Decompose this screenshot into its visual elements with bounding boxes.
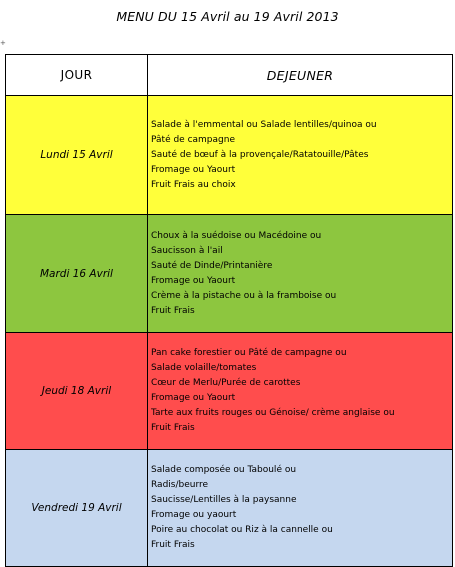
dish-line: Fruit Frais bbox=[151, 305, 195, 316]
dish-line: Pâté de campagne bbox=[151, 134, 235, 145]
dish-line: Fruit Frais bbox=[151, 423, 195, 433]
day-vendredi: Vendredi 19 Avril bbox=[6, 450, 148, 567]
header-jour: JOUR bbox=[6, 55, 148, 96]
dish-line: Cœur de Merlu/Purée de carottes bbox=[151, 378, 301, 388]
menu-title: MENU DU 15 Avril au 19 Avril 2013 bbox=[116, 9, 339, 24]
menu-table bbox=[5, 54, 453, 567]
row-jeudi bbox=[6, 333, 453, 450]
dish-line: Salade composée ou Taboulé ou bbox=[151, 465, 297, 475]
row-mardi bbox=[6, 215, 453, 333]
dish-line: Salade volaille/tomates bbox=[151, 363, 257, 373]
dish-line: Crème à la pistache ou à la framboise ou bbox=[151, 290, 337, 301]
dish-line: Fromage ou Yaourt bbox=[151, 393, 236, 403]
dish-line: Fromage ou Yaourt bbox=[151, 164, 236, 175]
dish-line: Saucisse/Lentilles à la paysanne bbox=[151, 495, 297, 505]
row-vendredi bbox=[6, 450, 453, 567]
dishes-vendredi bbox=[148, 450, 453, 567]
dish-line: Saucisson à l'ail bbox=[151, 245, 223, 256]
day-jeudi: Jeudi 18 Avril bbox=[6, 333, 148, 450]
dish-line: Sauté de Dinde/Printanière bbox=[151, 260, 273, 271]
dish-line: Fromage ou Yaourt bbox=[151, 275, 236, 286]
dish-line: Tarte aux fruits rouges ou Génoise/ crème anglaise ou bbox=[151, 408, 395, 418]
dish-line: Poire au chocolat ou Riz à la cannelle ou bbox=[151, 525, 333, 535]
dish-line: Fromage ou yaourt bbox=[151, 510, 237, 520]
dishes-jeudi bbox=[148, 333, 453, 450]
header-dejeuner: DEJEUNER bbox=[148, 55, 453, 96]
dish-line: Fruit Frais bbox=[151, 540, 195, 550]
dish-line: Choux à la suédoise ou Macédoine ou bbox=[151, 230, 322, 241]
dish-line: Sauté de bœuf à la provençale/Ratatouille/Pâtes bbox=[151, 149, 369, 160]
dish-line: Salade à l'emmental ou Salade lentilles/quinoa ou bbox=[151, 119, 377, 130]
dishes-lundi bbox=[148, 96, 453, 215]
day-lundi: Lundi 15 Avril bbox=[6, 96, 148, 215]
dish-line: Radis/beurre bbox=[151, 480, 209, 490]
header-row bbox=[6, 55, 453, 96]
dish-line: Pan cake forestier ou Pâté de campagne ou bbox=[151, 348, 347, 358]
day-mardi: Mardi 16 Avril bbox=[6, 215, 148, 333]
row-lundi bbox=[6, 96, 453, 215]
dish-line: Fruit Frais au choix bbox=[151, 179, 236, 190]
table-anchor-icon: + bbox=[0, 39, 6, 47]
dishes-mardi bbox=[148, 215, 453, 333]
